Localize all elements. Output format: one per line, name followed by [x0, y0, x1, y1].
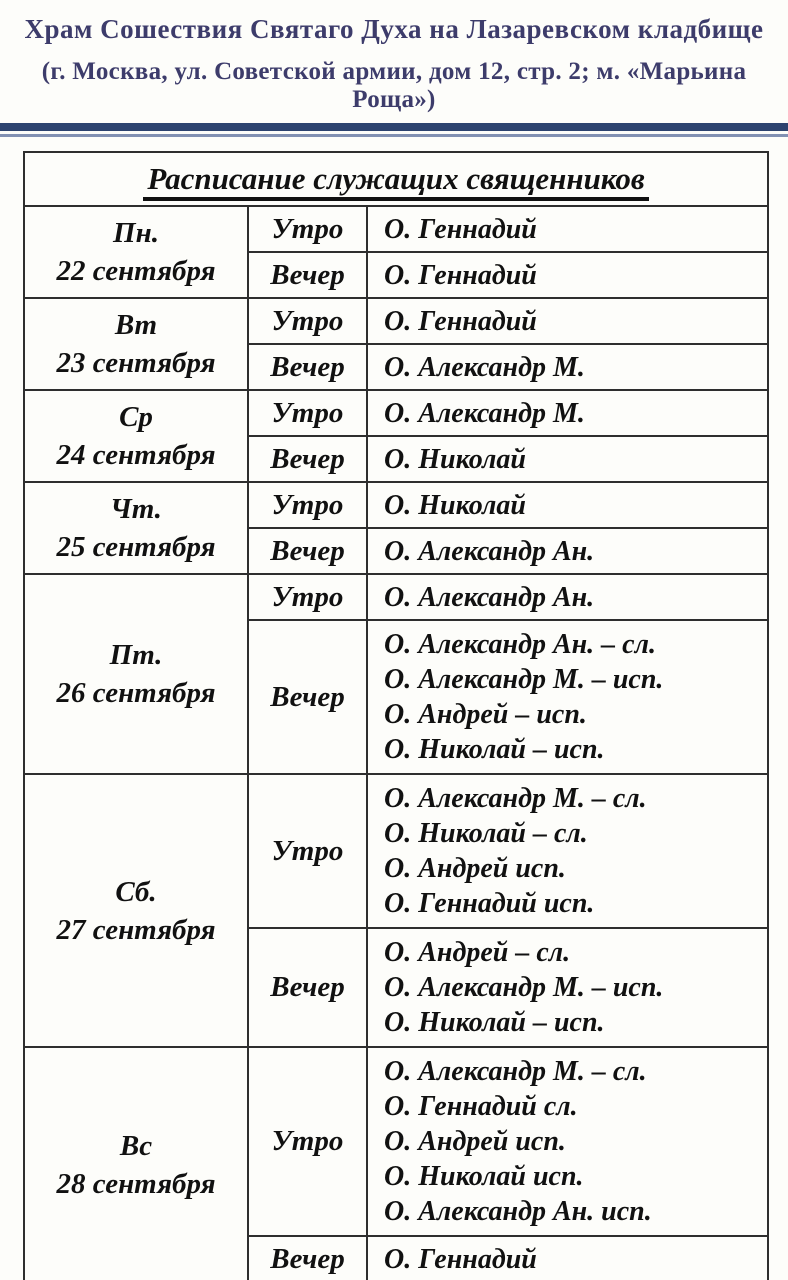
day-date: 23 сентября — [56, 347, 216, 379]
priest-line: О. Николай исп. — [384, 1161, 584, 1192]
priests-cell — [367, 528, 768, 574]
day-abbr: Вс — [119, 1129, 153, 1162]
priests-cell — [367, 390, 768, 436]
priest-line: О. Геннадий — [384, 305, 537, 337]
blue-divider — [0, 123, 788, 137]
priest-line: О. Геннадий — [384, 259, 537, 291]
priests-cell — [367, 928, 768, 1047]
table-title: Расписание служащих священников — [143, 161, 648, 201]
schedule-row — [24, 206, 768, 252]
time-cell: Вечер — [248, 344, 367, 390]
priest-line: О. Андрей – сл. — [384, 937, 571, 968]
priest-line: О. Александр М. — [384, 397, 585, 429]
priests-cell — [367, 344, 768, 390]
schedule-row — [24, 574, 768, 620]
time-cell: Утро — [248, 482, 367, 528]
day-abbr: Пн. — [113, 217, 159, 249]
divider-thick-bar — [0, 123, 788, 131]
day-cell — [24, 574, 248, 774]
priest-line: О. Геннадий исп. — [384, 888, 595, 919]
priests-cell — [367, 206, 768, 252]
time-cell: Вечер — [248, 528, 367, 574]
time-cell: Утро — [248, 298, 367, 344]
day-date: 26 сентября — [56, 677, 216, 709]
day-abbr: Ср — [119, 401, 153, 433]
day-cell — [24, 206, 248, 298]
time-cell: Утро — [248, 574, 367, 620]
priest-line: О. Александр М. – сл. — [384, 1056, 647, 1087]
priests-cell — [367, 774, 768, 928]
day-date: 24 сентября — [56, 439, 216, 471]
priest-line: О. Геннадий — [384, 213, 537, 245]
day-abbr: Вт — [114, 309, 158, 341]
day-cell — [24, 774, 248, 1047]
church-header — [0, 0, 788, 114]
day-date: 28 сентября — [56, 1167, 216, 1200]
day-cell — [24, 1047, 248, 1280]
priest-line: О. Александр Ан. исп. — [384, 1196, 652, 1227]
schedule-table — [23, 151, 769, 1280]
priests-cell — [367, 482, 768, 528]
divider-thin-bar — [0, 134, 788, 137]
day-cell — [24, 482, 248, 574]
priest-line: О. Александр М. — [384, 351, 585, 383]
priest-line: О. Андрей исп. — [384, 1126, 566, 1157]
time-cell: Вечер — [248, 928, 367, 1047]
table-title-cell — [24, 152, 768, 206]
priests-cell — [367, 1047, 768, 1236]
time-cell: Утро — [248, 1047, 367, 1236]
priest-line: О. Геннадий сл. — [384, 1091, 578, 1122]
priest-line: О. Александр М. – исп. — [384, 664, 664, 695]
day-abbr: Пт. — [109, 639, 163, 671]
church-name: Храм Сошествия Святаго Духа на Лазаревском кладбище — [24, 14, 764, 44]
day-abbr: Чт. — [110, 493, 162, 525]
schedule-row — [24, 298, 768, 344]
priest-line: О. Александр Ан. – сл. — [384, 629, 656, 660]
priests-cell — [367, 298, 768, 344]
day-date: 25 сентября — [56, 531, 216, 563]
schedule-row — [24, 390, 768, 436]
time-cell: Вечер — [248, 436, 367, 482]
priests-cell — [367, 436, 768, 482]
priest-line: О. Николай — [384, 489, 526, 521]
time-cell: Утро — [248, 390, 367, 436]
priest-line: О. Александр Ан. — [384, 535, 595, 567]
day-date: 27 сентября — [56, 913, 216, 946]
table-title-row — [24, 152, 768, 206]
schedule-row — [24, 774, 768, 928]
day-date: 22 сентября — [56, 255, 216, 287]
priests-cell — [367, 574, 768, 620]
priest-line: О. Геннадий — [384, 1243, 537, 1275]
schedule-row — [24, 1047, 768, 1236]
day-cell — [24, 298, 248, 390]
priest-line: О. Андрей – исп. — [384, 699, 587, 730]
priest-line: О. Александр М. – сл. — [384, 783, 647, 814]
time-cell: Утро — [248, 206, 367, 252]
priest-line: О. Николай – исп. — [384, 734, 605, 765]
church-address: (г. Москва, ул. Советской армии, дом 12, стр. 2; м. «Марьина Роща») — [41, 58, 747, 113]
time-cell: Вечер — [248, 252, 367, 298]
time-cell: Вечер — [248, 620, 367, 774]
time-cell: Утро — [248, 774, 367, 928]
day-cell — [24, 390, 248, 482]
priests-cell — [367, 1236, 768, 1280]
priests-cell — [367, 252, 768, 298]
time-cell: Вечер — [248, 1236, 367, 1280]
day-abbr: Сб. — [115, 875, 157, 908]
priest-line: О. Николай — [384, 443, 526, 475]
priest-line: О. Андрей исп. — [384, 853, 566, 884]
priest-line: О. Александр Ан. — [384, 581, 595, 613]
schedule-row — [24, 482, 768, 528]
priest-line: О. Николай – исп. — [384, 1007, 605, 1038]
priest-line: О. Николай – сл. — [384, 818, 588, 849]
priests-cell — [367, 620, 768, 774]
priest-line: О. Александр М. – исп. — [384, 972, 664, 1003]
